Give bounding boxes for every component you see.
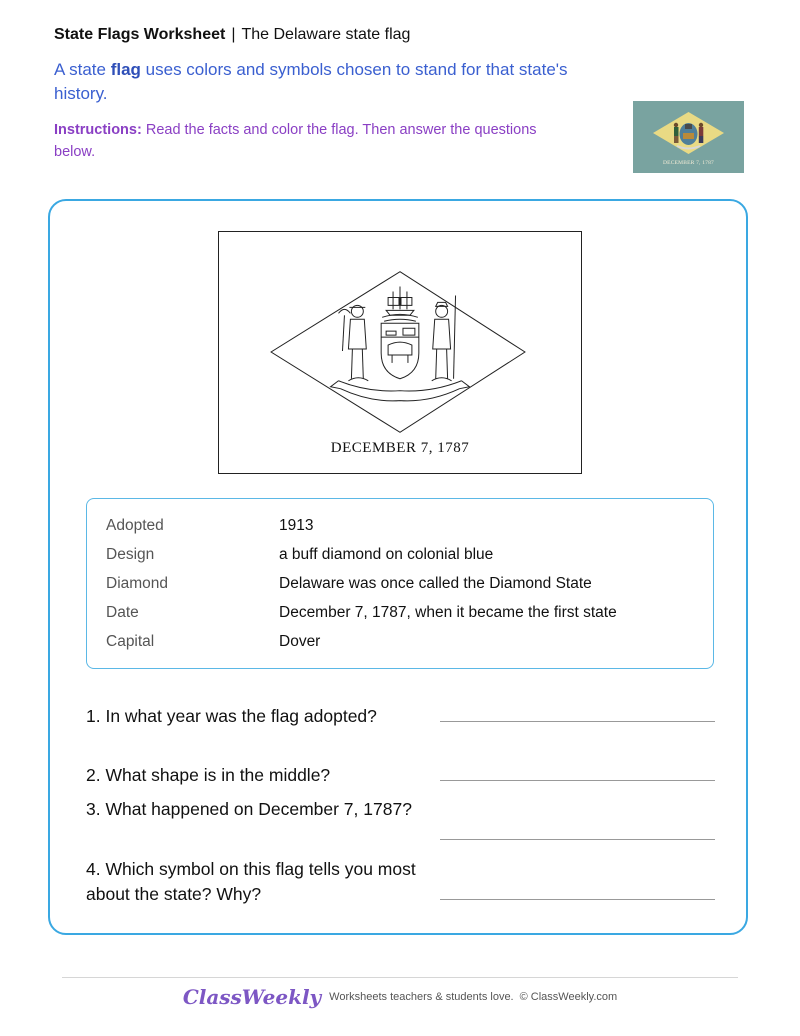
fact-value: December 7, 1787, when it became the first state: [279, 604, 617, 621]
fact-value: a buff diamond on colonial blue: [279, 546, 494, 563]
question-3: 3. What happened on December 7, 1787?: [86, 799, 412, 819]
fact-value: 1913: [279, 517, 314, 534]
fact-label: Diamond: [106, 575, 169, 592]
fact-value: Delaware was once called the Diamond State: [279, 575, 592, 592]
fact-value: Dover: [279, 633, 321, 650]
footer-tagline: Worksheets teachers & students love.: [329, 991, 514, 1003]
intro-after: uses colors and symbols chosen to stand for that state's history.: [54, 60, 568, 103]
worksheet-title: State Flags Worksheet: [54, 26, 226, 43]
flag-coloring-outline[interactable]: [218, 231, 582, 474]
answer-line-2[interactable]: [440, 780, 715, 781]
worksheet-header: [54, 26, 410, 44]
footer-divider: [62, 977, 738, 978]
footer-copyright: © ClassWeekly.com: [519, 991, 618, 1003]
flag-outline-art: [219, 232, 581, 473]
intro-text: [54, 58, 594, 106]
fact-label: Date: [106, 604, 139, 621]
question-4: 4. Which symbol on this flag tells you most about the state? Why?: [86, 859, 416, 904]
answer-line-1[interactable]: [440, 721, 715, 722]
worksheet-subtitle: The Delaware state flag: [241, 26, 411, 43]
flag-thumbnail: [633, 101, 744, 173]
facts-box: [86, 498, 714, 669]
fact-label: Adopted: [106, 517, 164, 534]
fact-label: Design: [106, 546, 155, 563]
flag-outline-date: DECEMBER 7, 1787: [330, 440, 470, 456]
intro-keyword: flag: [110, 60, 141, 79]
question-1: 1. In what year was the flag adopted?: [86, 706, 377, 726]
instructions-text: Read the facts and color the flag. Then answer the questions below.: [54, 122, 537, 160]
thumbnail-date: DECEMBER 7, 1787: [662, 160, 715, 166]
brand-logo: ClassWeekly: [182, 985, 322, 1009]
footer: [0, 985, 800, 1009]
header-separator: |: [231, 26, 236, 43]
instructions-label: Instructions:: [54, 122, 142, 138]
fact-label: Capital: [106, 633, 155, 650]
intro-before: A state: [54, 60, 111, 79]
question-2: 2. What shape is in the middle?: [86, 765, 331, 785]
answer-line-4[interactable]: [440, 899, 715, 900]
answer-line-3[interactable]: [440, 839, 715, 840]
instructions: [54, 119, 574, 163]
